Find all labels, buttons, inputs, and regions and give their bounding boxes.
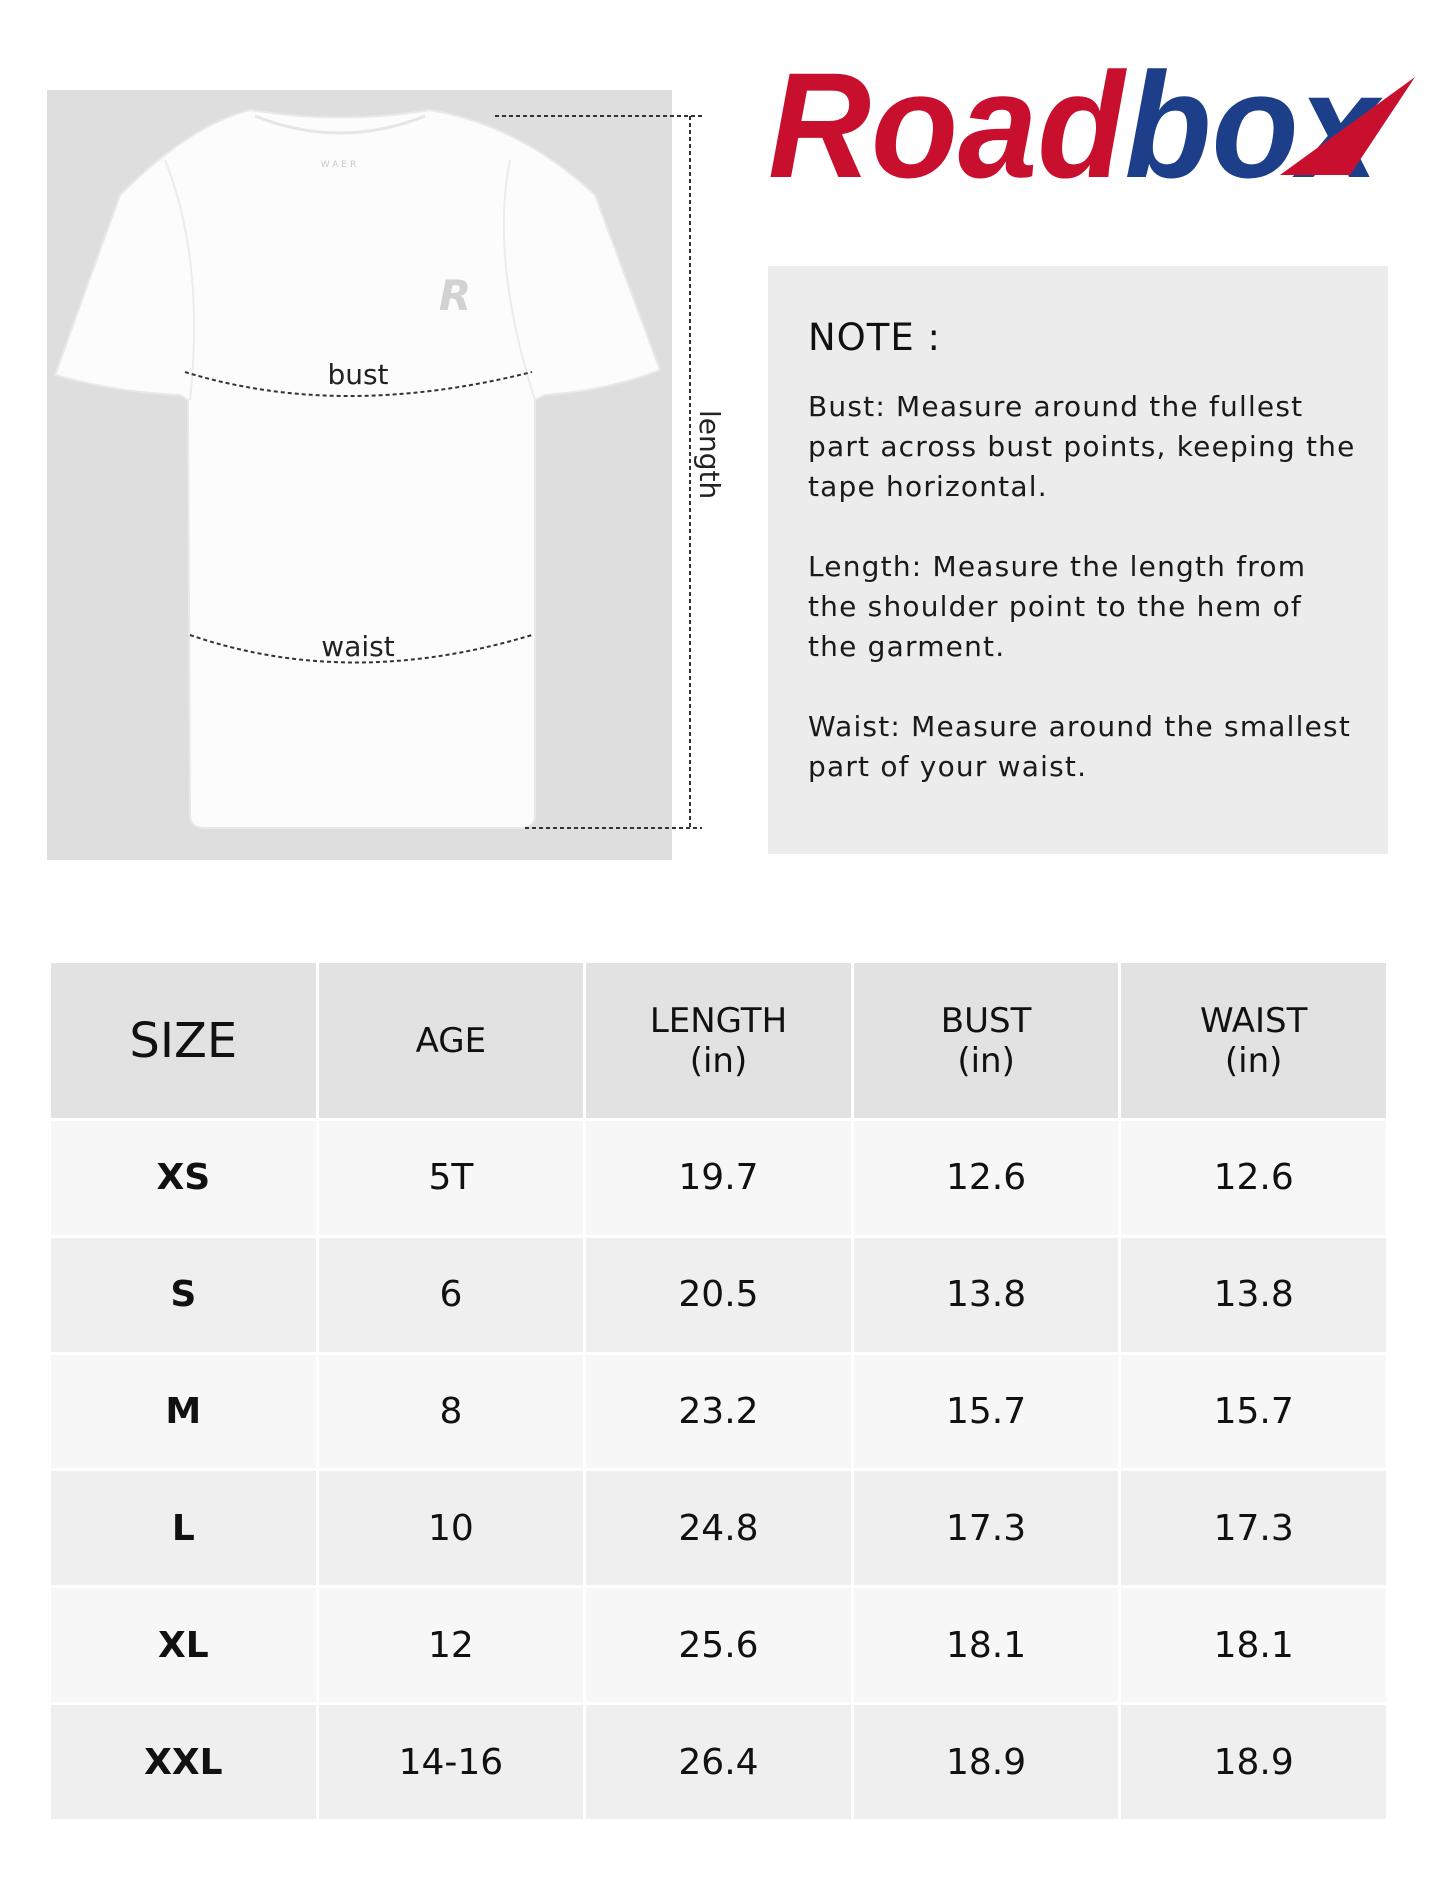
tshirt-illustration: [55, 110, 660, 828]
note-length-text: Length: Measure the length from the shoulder point to the hem of the garment.: [808, 550, 1307, 663]
header-age: AGE: [319, 963, 584, 1118]
note-panel: [768, 266, 1388, 854]
bust-cell: 13.8: [854, 1238, 1119, 1352]
header-length-unit: (in): [689, 1040, 748, 1081]
bust-cell: 12.6: [854, 1121, 1119, 1235]
waist-cell: 18.1: [1121, 1588, 1386, 1702]
note-bust-text: Bust: Measure around the fullest part across bust points, keeping the tape horizontal.: [808, 390, 1356, 503]
age-cell: 6: [319, 1238, 584, 1352]
roadbox-logo: [760, 45, 1425, 205]
waist-cell: 13.8: [1121, 1238, 1386, 1352]
age-cell: 5T: [319, 1121, 584, 1235]
length-cell: 19.7: [586, 1121, 851, 1235]
header-size: SIZE: [51, 963, 316, 1118]
age-cell: 14-16: [319, 1705, 584, 1819]
size-cell: XXL: [51, 1705, 316, 1819]
size-chart-table: [48, 960, 1389, 1822]
age-cell: 10: [319, 1471, 584, 1585]
header-waist: WAIST (in): [1121, 963, 1386, 1118]
size-cell: XL: [51, 1588, 316, 1702]
table-header-row: [51, 963, 1386, 1118]
logo-box-text: box: [1124, 45, 1392, 205]
bust-label: bust: [327, 358, 389, 391]
waist-cell: 15.7: [1121, 1355, 1386, 1469]
table-row: [51, 1471, 1386, 1585]
bust-cell: 17.3: [854, 1471, 1119, 1585]
length-cell: 26.4: [586, 1705, 851, 1819]
age-cell: 8: [319, 1355, 584, 1469]
length-label: length: [693, 410, 726, 500]
length-cell: 24.8: [586, 1471, 851, 1585]
waist-cell: 18.9: [1121, 1705, 1386, 1819]
tshirt-diagram: [0, 0, 780, 880]
svg-text:Roadbox: [768, 45, 1392, 205]
length-cell: 23.2: [586, 1355, 851, 1469]
header-bust: BUST (in): [854, 963, 1119, 1118]
size-cell: M: [51, 1355, 316, 1469]
table-row: [51, 1121, 1386, 1235]
length-cell: 20.5: [586, 1238, 851, 1352]
bust-cell: 18.9: [854, 1705, 1119, 1819]
shirt-logo-icon: R: [438, 271, 472, 320]
bust-cell: 18.1: [854, 1588, 1119, 1702]
table-row: [51, 1705, 1386, 1819]
header-bust-unit: (in): [957, 1040, 1015, 1081]
shirt-tag-text: WAER: [320, 160, 360, 170]
table-row: [51, 1588, 1386, 1702]
size-cell: L: [51, 1471, 316, 1585]
size-cell: S: [51, 1238, 316, 1352]
header-length: LENGTH (in): [586, 963, 851, 1118]
note-title: NOTE :: [808, 316, 942, 359]
age-cell: 12: [319, 1588, 584, 1702]
header-waist-unit: (in): [1224, 1040, 1283, 1081]
table-row: [51, 1355, 1386, 1469]
waist-cell: 12.6: [1121, 1121, 1386, 1235]
length-cell: 25.6: [586, 1588, 851, 1702]
note-waist-text: Waist: Measure around the smallest part of your waist.: [808, 710, 1352, 783]
logo-road-text: Road: [768, 45, 1143, 205]
waist-cell: 17.3: [1121, 1471, 1386, 1585]
bust-cell: 15.7: [854, 1355, 1119, 1469]
size-cell: XS: [51, 1121, 316, 1235]
waist-label: waist: [321, 630, 395, 663]
table-row: [51, 1238, 1386, 1352]
